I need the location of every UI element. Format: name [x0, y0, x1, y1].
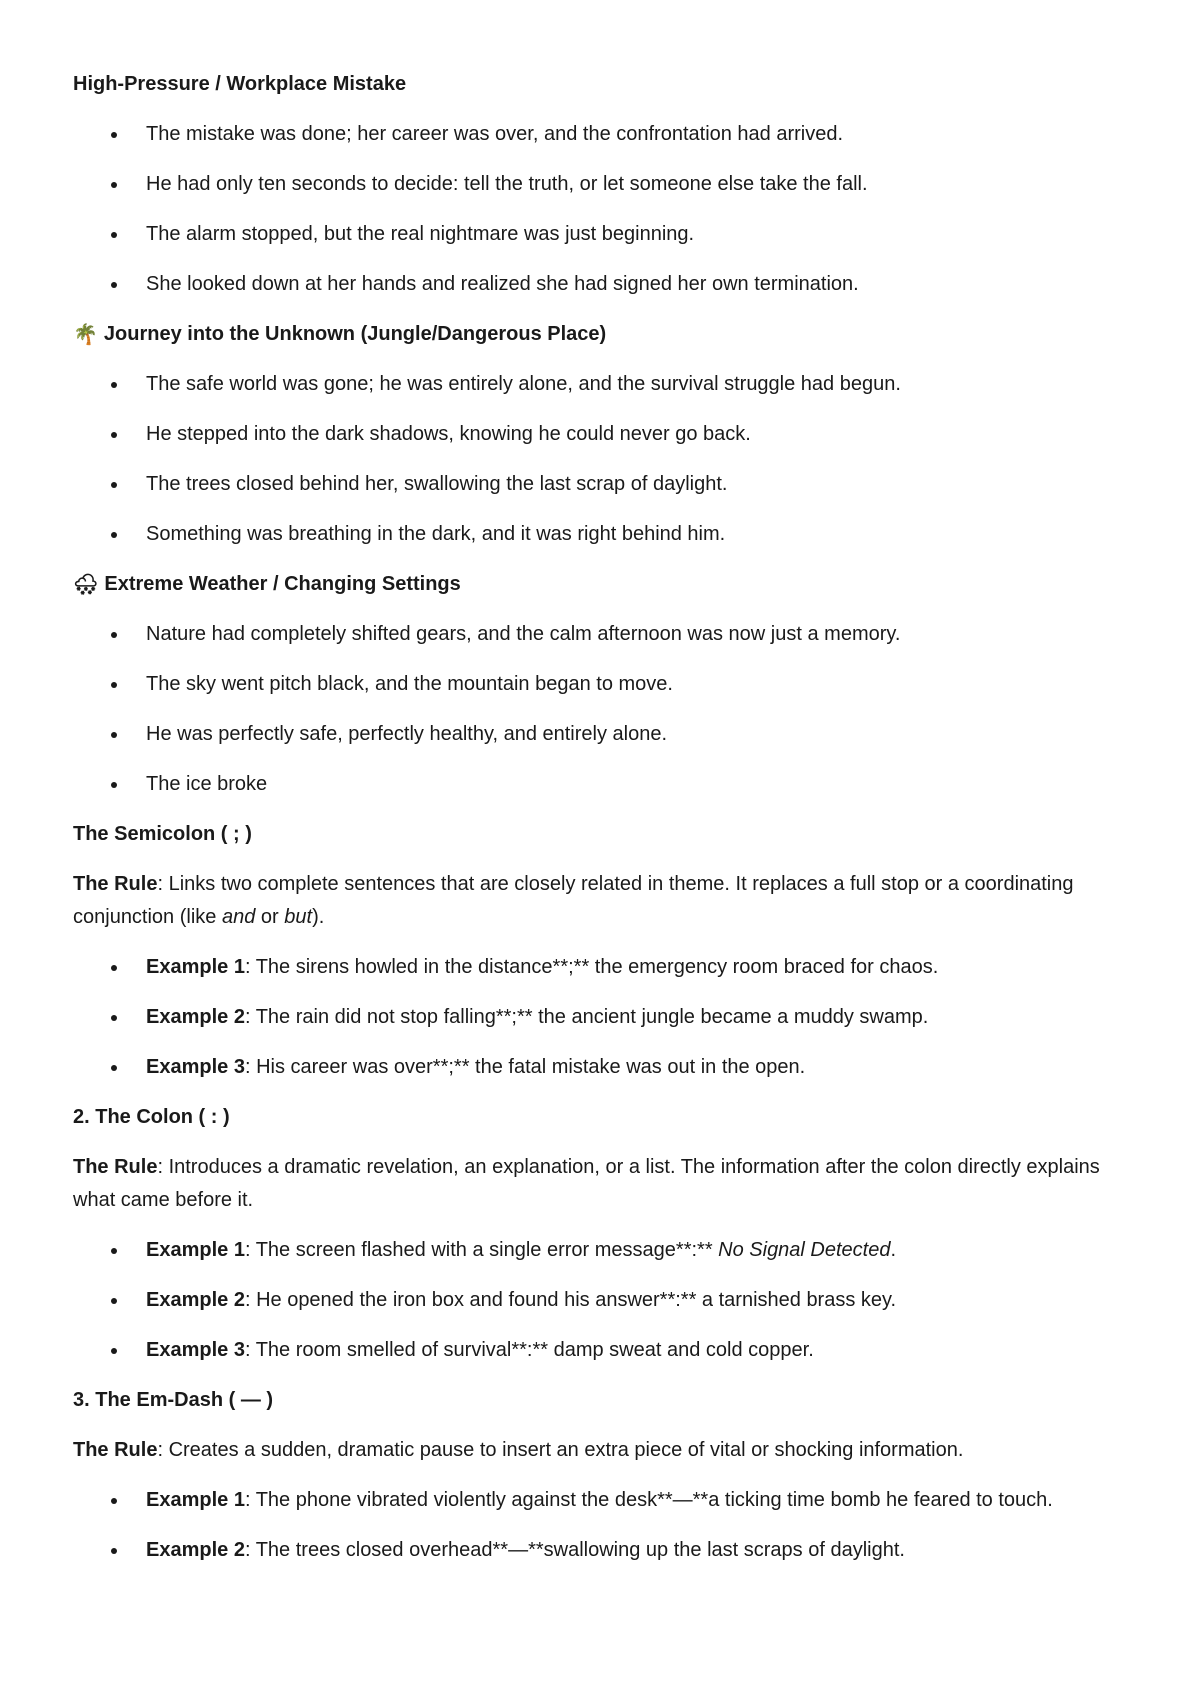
- example-text: : The rain did not stop falling**;** the ancient jungle became a muddy swamp.: [244, 1006, 929, 1028]
- list-item: She looked down at her hands and realized she had signed her own termination.: [73, 268, 1133, 301]
- example-label: Example 3: [146, 1056, 245, 1078]
- example-italic: No Signal Detected: [718, 1239, 891, 1261]
- rule-text: : Introduces a dramatic revelation, an explanation, or a list. The information after the colon directly explains what came before it.: [73, 1156, 1100, 1211]
- rule-text: : Links two complete sentences that are closely related in theme. It replaces a full stop or a coordinating conjunction (like: [73, 873, 1074, 928]
- example-item: [73, 1234, 1133, 1267]
- rule-label: The Rule: [73, 1439, 158, 1461]
- example-item: [73, 951, 1133, 984]
- list-item: He was perfectly safe, perfectly healthy, and entirely alone.: [73, 718, 1133, 751]
- section-title: 2. The Colon ( : ): [73, 1106, 230, 1128]
- rule-paragraph: [73, 868, 1133, 934]
- example-text: : The phone vibrated violently against the desk**—**a ticking time bomb he feared to touch.: [244, 1489, 1053, 1511]
- storm-cloud-icon: 🌨: [73, 573, 99, 596]
- bullet-list-weather: [73, 618, 1133, 801]
- rule-text-or: or: [255, 906, 285, 928]
- rule-italic-but: but: [284, 906, 313, 928]
- example-text: : The screen flashed with a single error message**:**: [244, 1239, 719, 1261]
- list-item: The mistake was done; her career was over, and the confrontation had arrived.: [73, 118, 1133, 151]
- section-heading-journey: [73, 318, 1133, 351]
- list-item: Something was breathing in the dark, and it was right behind him.: [73, 518, 1133, 551]
- section-title: High-Pressure / Workplace Mistake: [73, 73, 407, 95]
- rule-label: The Rule: [73, 1156, 158, 1178]
- list-item: He had only ten seconds to decide: tell the truth, or let someone else take the fall.: [73, 168, 1133, 201]
- section-heading-emdash: [73, 1384, 1133, 1417]
- example-item: [73, 1534, 1133, 1567]
- section-heading-colon: [73, 1101, 1133, 1134]
- example-list-semicolon: [73, 951, 1133, 1084]
- section-heading-workplace: [73, 68, 1133, 101]
- example-label: Example 1: [146, 956, 245, 978]
- example-label: Example 2: [146, 1539, 245, 1561]
- rule-italic-and: and: [221, 906, 256, 928]
- rule-label: The Rule: [73, 873, 158, 895]
- list-item: The trees closed behind her, swallowing the last scrap of daylight.: [73, 468, 1133, 501]
- list-item: The alarm stopped, but the real nightmare was just beginning.: [73, 218, 1133, 251]
- example-label: Example 3: [146, 1339, 245, 1361]
- section-title: Journey into the Unknown (Jungle/Dangerous Place): [103, 323, 607, 345]
- section-heading-semicolon: [73, 818, 1133, 851]
- example-label: Example 2: [146, 1289, 245, 1311]
- example-item: [73, 1051, 1133, 1084]
- example-item: [73, 1001, 1133, 1034]
- example-item: [73, 1284, 1133, 1317]
- example-text: : The trees closed overhead**—**swallowing up the last scraps of daylight.: [244, 1539, 905, 1561]
- example-text: : The sirens howled in the distance**;** the emergency room braced for chaos.: [244, 956, 939, 978]
- bullet-list-journey: [73, 368, 1133, 551]
- example-text: : The room smelled of survival**:** damp sweat and cold copper.: [244, 1339, 814, 1361]
- list-item: Nature had completely shifted gears, and the calm afternoon was now just a memory.: [73, 618, 1133, 651]
- example-text: : He opened the iron box and found his answer**:** a tarnished brass key.: [244, 1289, 897, 1311]
- section-title: Extreme Weather / Changing Settings: [104, 573, 461, 595]
- example-label: Example 1: [146, 1489, 245, 1511]
- example-tail: .: [890, 1239, 897, 1261]
- example-list-emdash: [73, 1484, 1133, 1567]
- document-page: [73, 68, 1133, 1584]
- section-title: The Semicolon ( ; ): [73, 823, 252, 845]
- section-title: 3. The Em-Dash ( — ): [73, 1389, 274, 1411]
- example-label: Example 1: [146, 1239, 245, 1261]
- rule-text: : Creates a sudden, dramatic pause to insert an extra piece of vital or shocking information.: [157, 1439, 964, 1461]
- rule-paragraph: [73, 1434, 1133, 1467]
- rule-text-end: ).: [312, 906, 325, 928]
- example-item: [73, 1484, 1133, 1517]
- section-heading-weather: [73, 568, 1133, 601]
- list-item: The sky went pitch black, and the mountain began to move.: [73, 668, 1133, 701]
- list-item: He stepped into the dark shadows, knowing he could never go back.: [73, 418, 1133, 451]
- bullet-list-workplace: [73, 118, 1133, 301]
- example-text: : His career was over**;** the fatal mistake was out in the open.: [244, 1056, 806, 1078]
- palm-tree-icon: 🌴: [73, 323, 98, 346]
- list-item: The safe world was gone; he was entirely alone, and the survival struggle had begun.: [73, 368, 1133, 401]
- example-list-colon: [73, 1234, 1133, 1367]
- list-item: The ice broke: [73, 768, 1133, 801]
- example-item: [73, 1334, 1133, 1367]
- example-label: Example 2: [146, 1006, 245, 1028]
- rule-paragraph: [73, 1151, 1133, 1217]
